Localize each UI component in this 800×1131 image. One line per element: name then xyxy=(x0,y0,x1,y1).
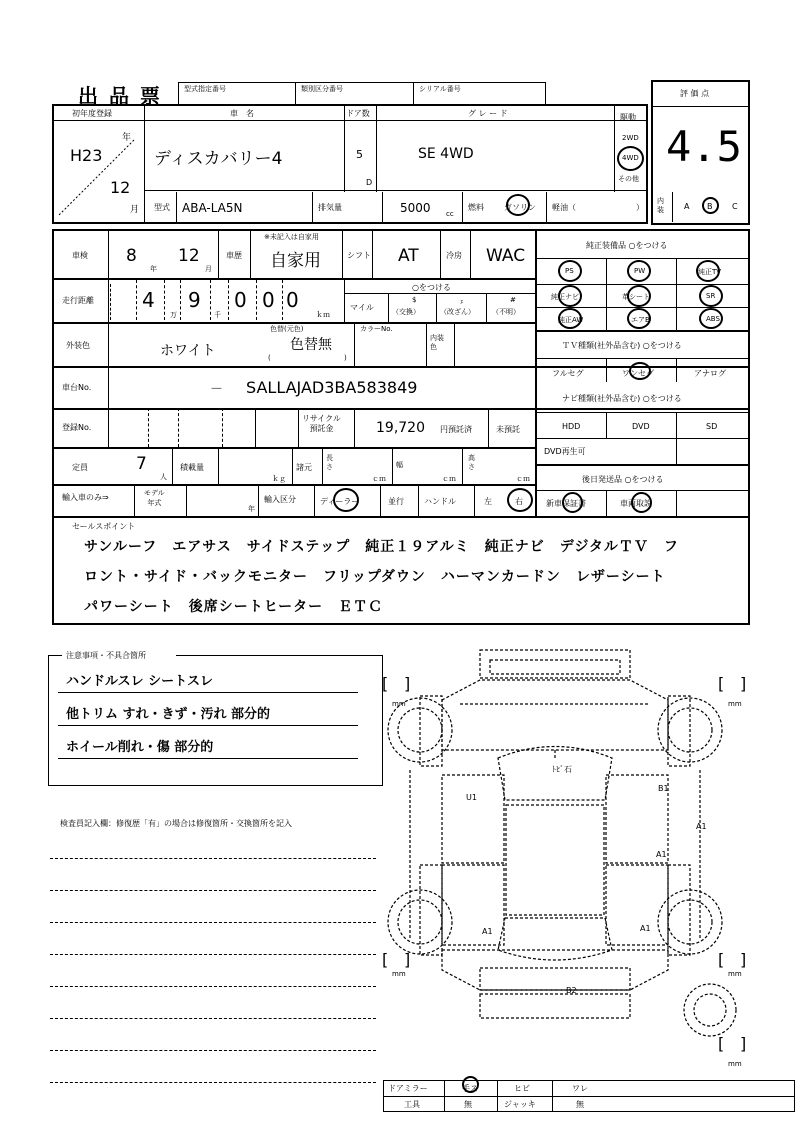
navi-hdd: HDD xyxy=(562,422,581,431)
model-year-unit: 年 xyxy=(248,505,255,513)
history-note: ※未記入は自家用 xyxy=(264,233,319,241)
equip-aw: 純正AW xyxy=(558,316,584,324)
cc-unit: cc xyxy=(446,210,454,218)
mark-a1-left-rear: A1 xyxy=(482,927,493,936)
grade-label: グ レ ー ド xyxy=(468,109,508,118)
dims-label: 諸元 xyxy=(296,463,312,472)
reg-label: 登録No. xyxy=(62,423,92,432)
equip-navi: 純正ナビ xyxy=(551,293,579,301)
height-cm: ｃｍ xyxy=(516,475,530,483)
mirror-label: ドアミラー xyxy=(388,1084,428,1093)
mileage-tamper-symbol: ｪ xyxy=(460,297,464,305)
header-id-box xyxy=(178,82,546,106)
color-change-value: 色替無 xyxy=(290,337,332,353)
car-name-label: 車 名 xyxy=(230,109,254,118)
recycle-label: リサイクル 預託金 xyxy=(302,414,341,433)
score-value: 4.5 xyxy=(666,122,742,171)
import-type-label: 輸入区分 xyxy=(264,495,296,504)
mileage-unknown-symbol: # xyxy=(510,296,516,304)
fuel-label: 燃料 xyxy=(468,203,484,212)
sales-line-3: パワーシート 後席シートヒーター ＥＴＣ xyxy=(84,599,384,615)
equip-pw: PW xyxy=(634,267,646,275)
equip-tv-circle xyxy=(696,260,720,282)
notes-label: 注意事項・不具合箇所 xyxy=(66,651,146,660)
vin-value: SALLAJAD3BA583849 xyxy=(246,378,418,397)
door-count: 5 xyxy=(356,148,363,161)
color-label: 外装色 xyxy=(66,341,90,350)
mirror-value: 手ス xyxy=(462,1084,478,1093)
vin-dash: － xyxy=(210,382,224,397)
shift-label: シフト xyxy=(347,251,371,260)
mileage-digit-1: 4 xyxy=(142,288,155,312)
sales-line-2: ロント・サイド・バックモニター フリップダウン ハーマンカードン レザーシート xyxy=(84,569,666,585)
tire-rr-close: ] xyxy=(740,950,747,969)
equip-abs-circle xyxy=(699,308,723,329)
fuel-gas: ガソリン xyxy=(504,203,536,212)
tools-label: 工具 xyxy=(404,1100,420,1109)
capacity-label: 定員 xyxy=(72,463,88,472)
import-dealer-circle xyxy=(333,488,359,512)
import-parallel: 並行 xyxy=(388,497,404,506)
model-value: ABA-LA5N xyxy=(182,201,243,215)
serial-no-label: シリアル番号 xyxy=(419,85,461,93)
tire-rr-mm: mm xyxy=(728,970,742,978)
model-no-label: 型式指定番号 xyxy=(184,85,226,93)
mileage-digit-2: 9 xyxy=(188,288,201,312)
drive-4wd-circle xyxy=(617,146,644,171)
later-manual: 車両取説 xyxy=(620,499,652,508)
interior-a: A xyxy=(684,202,690,211)
equip-sr: SR xyxy=(706,292,716,300)
shaken-label: 車検 xyxy=(72,251,88,260)
class-no-label: 類別区分番号 xyxy=(301,85,343,93)
color-change-label: 色替(元色) xyxy=(270,325,304,333)
drive-4wd: 4WD xyxy=(622,154,639,162)
mark-u1: U1 xyxy=(466,793,477,802)
mileage-sen: 千 xyxy=(214,311,221,319)
equip-navi-circle xyxy=(558,285,582,307)
fuel-close: ） xyxy=(636,203,644,212)
length-label: 長さ xyxy=(326,454,333,471)
import-dealer: ディーラー xyxy=(320,497,360,506)
navi-sd: SD xyxy=(706,422,718,431)
mileage-label: 走行距離 xyxy=(62,296,94,305)
tv-analog: アナログ xyxy=(694,369,726,378)
shaken-year-unit: 年 xyxy=(150,265,157,273)
tire-rl-mm: mm xyxy=(392,970,406,978)
handle-left: 左 xyxy=(484,497,492,506)
drive-2wd: 2WD xyxy=(622,134,639,142)
door-d: D xyxy=(366,178,373,187)
reg-month: 12 xyxy=(110,178,131,197)
vin-label: 車台No. xyxy=(62,383,92,392)
mark-b1: B1 xyxy=(658,784,669,793)
interior-b: B xyxy=(707,202,713,211)
equip-abs: ABS xyxy=(706,315,720,323)
shift-value: AT xyxy=(398,246,419,266)
load-label: 積載量 xyxy=(180,463,204,472)
tire-spare-open: [ xyxy=(718,1034,725,1053)
navi-title: ナビ種類(社外品含む) ○をつける xyxy=(562,394,682,403)
mileage-digit-3: 0 xyxy=(234,288,247,312)
recycle-deposited: 円預託済 xyxy=(440,425,472,434)
handle-right-circle xyxy=(507,488,533,512)
equip-aw-circle xyxy=(558,308,582,329)
mileage-km: ｋｍ xyxy=(316,311,330,319)
mark-b2: B2 xyxy=(566,986,577,995)
tools-value: 無 xyxy=(464,1100,472,1109)
tire-fr-open: [ xyxy=(718,674,725,693)
score-label: 評 価 点 xyxy=(680,89,710,98)
capacity-value: 7 xyxy=(136,454,147,474)
equip-tv: 純正TV xyxy=(698,268,722,276)
model-year-label: モデル 年式 xyxy=(144,489,165,507)
later-manual-circle xyxy=(631,492,652,513)
displacement-value: 5000 xyxy=(400,201,431,215)
color-no-label: カラーNo. xyxy=(360,325,393,333)
color-paren-open: ( xyxy=(268,354,271,362)
notes-line-1: ハンドルスレ シートスレ xyxy=(66,674,214,689)
car-damage-diagram xyxy=(380,640,760,1080)
month-unit: 月 xyxy=(130,205,140,215)
mark-a1-right-door: A1 xyxy=(656,850,667,859)
shaken-month-unit: 月 xyxy=(205,265,212,273)
later-warranty: 新車保証書 xyxy=(546,499,586,508)
history-label: 車歴 xyxy=(226,251,242,260)
mileage-man: 万 xyxy=(170,311,177,319)
equip-leather-circle xyxy=(627,285,651,307)
era-year: H23 xyxy=(70,146,103,165)
width-cm: ｃｍ xyxy=(442,475,456,483)
equip-sr-circle xyxy=(699,285,723,307)
recycle-not-deposited: 未預託 xyxy=(496,425,520,434)
equip-ps: PS xyxy=(565,267,574,275)
equip-leather: 革シート xyxy=(622,293,650,301)
fuel-diesel: 軽油（ xyxy=(552,203,576,212)
tire-fl-close: ] xyxy=(404,674,411,693)
fuel-gas-circle xyxy=(506,194,530,216)
handle-right: 右 xyxy=(515,497,523,506)
ac-value: WAC xyxy=(486,246,526,266)
drive-label: 駆動 xyxy=(620,113,636,122)
car-name: ディスカバリー4 xyxy=(154,149,283,169)
tire-fr-close: ] xyxy=(740,674,747,693)
tire-spare-mm: mm xyxy=(728,1060,742,1068)
interior-c: C xyxy=(732,202,738,211)
tire-fl-mm: mm xyxy=(392,700,406,708)
tv-title: ＴＶ種類(社外品含む) ○をつける xyxy=(562,341,682,350)
first-reg-label: 初年度登録 xyxy=(72,109,112,118)
sales-line-1: サンルーフ エアサス サイドステップ 純正１９アルミ 純正ナビ デジタルＴＶ フ xyxy=(84,539,679,555)
width-label: 幅 xyxy=(396,461,403,469)
mileage-exchange: （交換） xyxy=(392,308,420,316)
notes-line-2: 他トリム すれ・きず・汚れ 部分的 xyxy=(66,707,271,722)
mileage-unknown: （不明） xyxy=(492,308,520,316)
drive-other: その他 xyxy=(618,175,639,183)
mark-a1-right-upper: A1 xyxy=(696,822,707,831)
year-unit: 年 xyxy=(122,133,132,143)
equip-airbag-circle xyxy=(627,308,651,329)
shaken-year: 8 xyxy=(126,246,137,266)
color-value: ホワイト xyxy=(160,343,216,359)
crack-hibi: ヒビ xyxy=(514,1084,530,1093)
inspector-label: 検査員記入欄：修復歴「有」の場合は修復箇所・交換箇所を記入 xyxy=(60,819,292,828)
ac-label: 冷房 xyxy=(446,251,462,260)
later-warranty-circle xyxy=(562,492,583,513)
mileage-digit-5: 0 xyxy=(286,288,299,312)
tv-oneseg-circle xyxy=(629,362,651,380)
tire-fl-open: [ xyxy=(382,674,389,693)
tv-fullseg: フルセグ xyxy=(552,369,584,378)
displacement-label: 排気量 xyxy=(318,203,342,212)
equip-airbag: エアB xyxy=(631,316,650,324)
model-label: 型式 xyxy=(154,203,170,212)
color-paren-close: ) xyxy=(344,354,347,362)
crack-ware: ワレ xyxy=(572,1084,588,1093)
handle-label: ハンドル xyxy=(424,497,456,506)
form-title: 出 品 票 xyxy=(78,84,162,108)
jack-label: ジャッキ xyxy=(504,1100,536,1109)
capacity-unit: 人 xyxy=(160,473,167,481)
history-value: 自家用 xyxy=(270,251,321,271)
recycle-value: 19,720 xyxy=(376,420,425,436)
dvd-playback: DVD再生可 xyxy=(544,447,586,456)
equip-pw-circle xyxy=(627,260,651,282)
jack-value: 無 xyxy=(576,1100,584,1109)
later-title: 後日発送品 ○をつける xyxy=(582,475,664,484)
tire-rl-open: [ xyxy=(382,950,389,969)
mileage-digit-4: 0 xyxy=(262,288,275,312)
mark-tobiishi: ﾄﾋﾞ石 xyxy=(552,765,572,774)
tire-spare-close: ] xyxy=(740,1034,747,1053)
doors-label: ドア数 xyxy=(346,109,370,118)
interior-color-label: 内装色 xyxy=(430,334,444,351)
mirror-circle xyxy=(462,1076,479,1093)
height-label: 高さ xyxy=(468,454,475,471)
import-label: 輸入車のみ⇒ xyxy=(62,493,109,502)
mileage-mile: マイル xyxy=(350,303,374,312)
load-kg: ｋｇ xyxy=(272,475,286,483)
shaken-month: 12 xyxy=(178,246,200,266)
sales-label: セールスポイント xyxy=(72,522,136,531)
mileage-mark-label: ○をつける xyxy=(412,283,451,292)
grade-value: SE 4WD xyxy=(418,146,474,162)
tv-oneseg: ワンセグ xyxy=(622,369,654,378)
tire-fr-mm: mm xyxy=(728,700,742,708)
equipment-title: 純正装備品 ○をつける xyxy=(586,241,668,250)
mileage-tamper: （改ざん） xyxy=(440,308,475,316)
tire-rl-close: ] xyxy=(404,950,411,969)
interior-b-circle xyxy=(702,197,719,214)
equip-ps-circle xyxy=(558,260,582,282)
mark-a1-right-rear: A1 xyxy=(640,924,651,933)
interior-label: 内装 xyxy=(657,197,664,214)
navi-dvd: DVD xyxy=(632,422,650,431)
tire-rr-open: [ xyxy=(718,950,725,969)
notes-line-3: ホイール削れ・傷 部分的 xyxy=(66,740,214,755)
mileage-exchange-symbol: $ xyxy=(412,296,417,304)
length-cm: ｃｍ xyxy=(372,475,386,483)
